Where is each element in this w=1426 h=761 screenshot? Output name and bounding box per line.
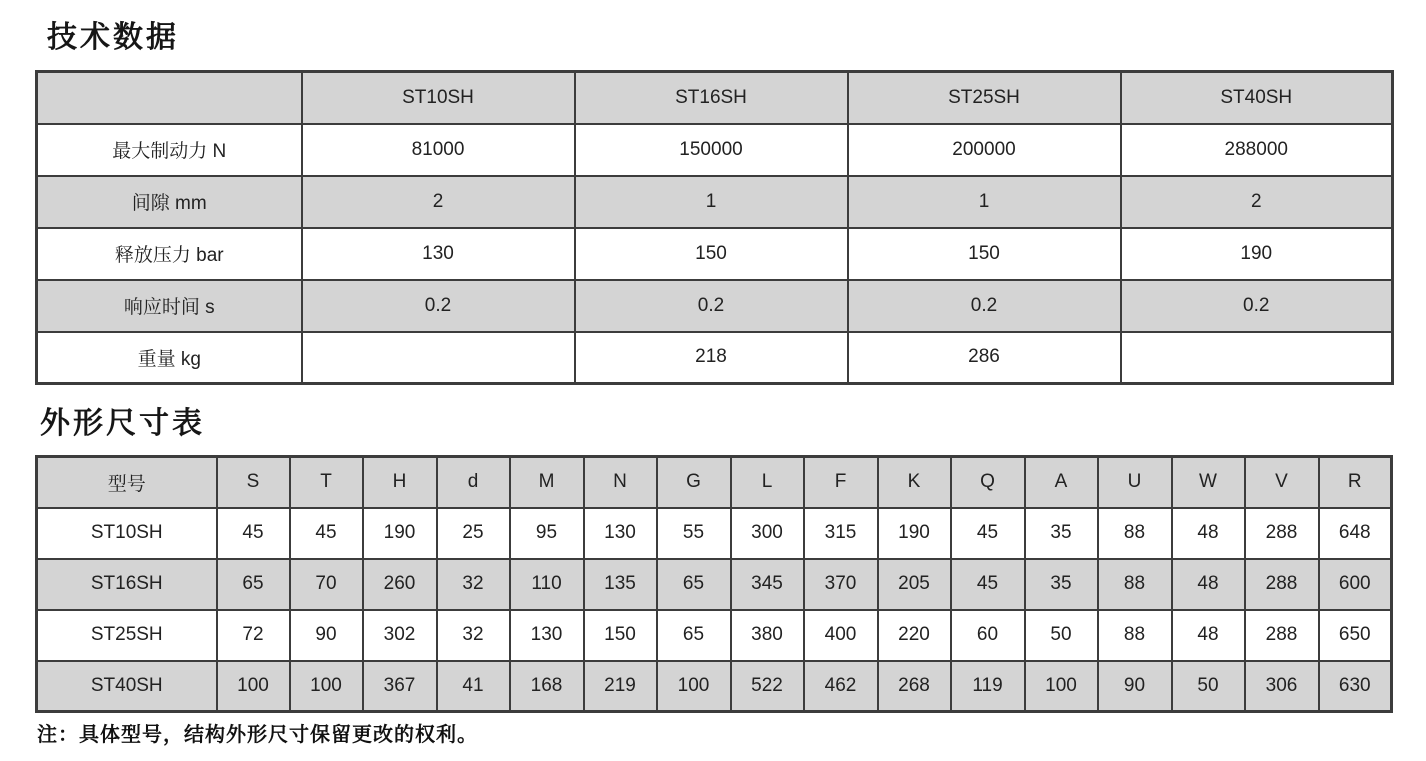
- tech-cell: 286: [848, 332, 1121, 384]
- dim-cell: 288: [1245, 610, 1319, 661]
- dim-cell: 288: [1245, 508, 1319, 559]
- tech-cell: 1: [848, 176, 1121, 228]
- dim-cell: 25: [437, 508, 510, 559]
- dim-cell: 119: [951, 661, 1025, 712]
- tech-cell: 0.2: [1121, 280, 1393, 332]
- dim-cell: 302: [363, 610, 437, 661]
- dim-header-row: [37, 457, 1392, 508]
- dim-cell: 205: [878, 559, 951, 610]
- dim-cell: 168: [510, 661, 584, 712]
- dim-cell: 100: [217, 661, 290, 712]
- dim-cell: 190: [878, 508, 951, 559]
- tech-cell: [1121, 332, 1393, 384]
- tech-cell: 1: [575, 176, 848, 228]
- tech-col-header: ST25SH: [848, 72, 1121, 124]
- dim-cell: 45: [290, 508, 363, 559]
- section-title-dimensions: 外形尺寸表: [40, 407, 205, 440]
- dim-cell: 600: [1319, 559, 1392, 610]
- dim-cell: 367: [363, 661, 437, 712]
- dim-cell: 35: [1025, 508, 1098, 559]
- dim-cell: 88: [1098, 508, 1172, 559]
- dim-cell: 32: [437, 610, 510, 661]
- dim-cell: 90: [290, 610, 363, 661]
- dim-cell: 648: [1319, 508, 1392, 559]
- dim-cell: 41: [437, 661, 510, 712]
- dim-cell: 45: [217, 508, 290, 559]
- dim-col-header: Q: [951, 457, 1025, 508]
- dim-cell: 150: [584, 610, 657, 661]
- dim-cell: 72: [217, 610, 290, 661]
- dim-row-st10sh: [37, 508, 1392, 559]
- tech-col-header: ST16SH: [575, 72, 848, 124]
- dim-cell: 345: [731, 559, 804, 610]
- dim-cell: 65: [217, 559, 290, 610]
- footnote: 注：具体型号，结构外形尺寸保留更改的权利。: [37, 724, 478, 746]
- dim-cell: 268: [878, 661, 951, 712]
- tech-cell: 150: [575, 228, 848, 280]
- dim-cell: 88: [1098, 610, 1172, 661]
- dim-cell: 50: [1172, 661, 1245, 712]
- dim-cell: 370: [804, 559, 878, 610]
- dim-col-header: F: [804, 457, 878, 508]
- tech-row-label: 间隙 mm: [37, 176, 302, 228]
- dim-row-model: ST25SH: [37, 610, 217, 661]
- technical-data-table: [35, 70, 1394, 385]
- tech-cell: 2: [1121, 176, 1393, 228]
- dim-cell: 110: [510, 559, 584, 610]
- dim-cell: 522: [731, 661, 804, 712]
- dim-col-header: A: [1025, 457, 1098, 508]
- dim-cell: 630: [1319, 661, 1392, 712]
- dim-cell: 88: [1098, 559, 1172, 610]
- tech-header-row: [37, 72, 1393, 124]
- dim-cell: 55: [657, 508, 731, 559]
- dim-row-st16sh: [37, 559, 1392, 610]
- tech-cell: [302, 332, 575, 384]
- tech-cell: 0.2: [848, 280, 1121, 332]
- tech-col-header: ST40SH: [1121, 72, 1393, 124]
- section-title-technical-data: 技术数据: [47, 21, 179, 54]
- tech-cell: 0.2: [575, 280, 848, 332]
- dim-col-header: U: [1098, 457, 1172, 508]
- tech-row-label: 释放压力 bar: [37, 228, 302, 280]
- dim-row-st25sh: [37, 610, 1392, 661]
- tech-col-header: ST10SH: [302, 72, 575, 124]
- tech-cell: 130: [302, 228, 575, 280]
- dim-col-header: V: [1245, 457, 1319, 508]
- dim-cell: 400: [804, 610, 878, 661]
- dim-col-header: R: [1319, 457, 1392, 508]
- tech-cell: 200000: [848, 124, 1121, 176]
- dim-cell: 306: [1245, 661, 1319, 712]
- dim-col-header: d: [437, 457, 510, 508]
- dim-cell: 288: [1245, 559, 1319, 610]
- tech-cell: 218: [575, 332, 848, 384]
- dim-cell: 220: [878, 610, 951, 661]
- tech-row-label: 响应时间 s: [37, 280, 302, 332]
- dim-cell: 95: [510, 508, 584, 559]
- dim-cell: 48: [1172, 559, 1245, 610]
- dimensions-table: [35, 455, 1393, 713]
- dim-cell: 90: [1098, 661, 1172, 712]
- tech-cell: 150: [848, 228, 1121, 280]
- tech-cell: 190: [1121, 228, 1393, 280]
- tech-cell: 81000: [302, 124, 575, 176]
- tech-row-weight: [37, 332, 1393, 384]
- dim-col-header: N: [584, 457, 657, 508]
- tech-cell: 2: [302, 176, 575, 228]
- dim-cell: 650: [1319, 610, 1392, 661]
- dim-row-model: ST40SH: [37, 661, 217, 712]
- dim-col-header: W: [1172, 457, 1245, 508]
- dim-cell: 65: [657, 559, 731, 610]
- dim-row-model: ST16SH: [37, 559, 217, 610]
- dim-row-st40sh: [37, 661, 1392, 712]
- dim-cell: 48: [1172, 610, 1245, 661]
- dim-cell: 50: [1025, 610, 1098, 661]
- dim-col-header: S: [217, 457, 290, 508]
- dim-cell: 35: [1025, 559, 1098, 610]
- tech-row-label: 最大制动力 N: [37, 124, 302, 176]
- dim-cell: 45: [951, 559, 1025, 610]
- dim-row-model: ST10SH: [37, 508, 217, 559]
- tech-cell: 288000: [1121, 124, 1393, 176]
- tech-row-clearance: [37, 176, 1393, 228]
- dim-cell: 190: [363, 508, 437, 559]
- dim-cell: 65: [657, 610, 731, 661]
- dim-cell: 315: [804, 508, 878, 559]
- tech-row-label: 重量 kg: [37, 332, 302, 384]
- tech-row-response-time: [37, 280, 1393, 332]
- dim-cell: 60: [951, 610, 1025, 661]
- dim-cell: 260: [363, 559, 437, 610]
- dim-cell: 100: [657, 661, 731, 712]
- dim-col-header: G: [657, 457, 731, 508]
- dim-cell: 45: [951, 508, 1025, 559]
- dim-cell: 219: [584, 661, 657, 712]
- dim-cell: 135: [584, 559, 657, 610]
- tech-cell: 0.2: [302, 280, 575, 332]
- tech-col-header: [37, 72, 302, 124]
- dim-col-header: L: [731, 457, 804, 508]
- dim-cell: 32: [437, 559, 510, 610]
- dim-cell: 70: [290, 559, 363, 610]
- dim-cell: 100: [290, 661, 363, 712]
- dim-cell: 48: [1172, 508, 1245, 559]
- dim-col-header: M: [510, 457, 584, 508]
- dim-col-header: T: [290, 457, 363, 508]
- dim-cell: 100: [1025, 661, 1098, 712]
- dim-cell: 130: [510, 610, 584, 661]
- dim-cell: 462: [804, 661, 878, 712]
- dim-col-header: K: [878, 457, 951, 508]
- dim-cell: 300: [731, 508, 804, 559]
- dim-col-header: 型号: [37, 457, 217, 508]
- tech-row-max-braking-force: [37, 124, 1393, 176]
- tech-row-release-pressure: [37, 228, 1393, 280]
- dim-col-header: H: [363, 457, 437, 508]
- dim-cell: 130: [584, 508, 657, 559]
- dim-cell: 380: [731, 610, 804, 661]
- tech-cell: 150000: [575, 124, 848, 176]
